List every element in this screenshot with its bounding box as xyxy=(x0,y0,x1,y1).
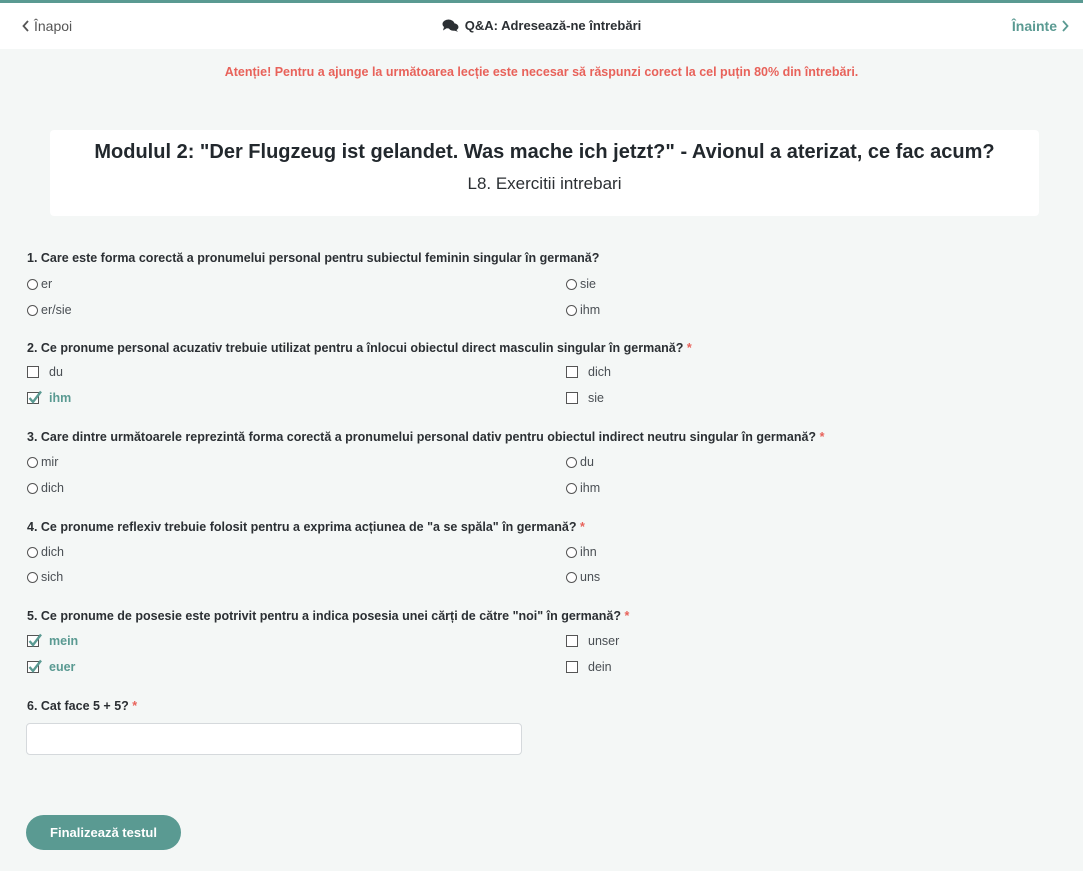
top-navbar xyxy=(0,3,1083,49)
checkbox[interactable] xyxy=(566,392,578,404)
checkbox[interactable] xyxy=(566,366,578,378)
answer-option[interactable]: er/sie xyxy=(27,303,72,317)
answer-option[interactable]: euer xyxy=(27,660,75,674)
question-text: 1. Care este forma corectă a pronumelui personal pentru subiectul feminin singular în germană? xyxy=(27,251,600,265)
qa-title: Q&A: Adresează-ne întrebări xyxy=(464,18,642,33)
qa-link[interactable] xyxy=(0,18,1083,33)
required-marker: * xyxy=(624,609,630,623)
question-text: 4. Ce pronume reflexiv trebuie folosit pentru a exprima acțiunea de "a se spăla" în germană? * xyxy=(27,520,585,534)
answer-option[interactable]: uns xyxy=(566,570,600,584)
radio-button[interactable] xyxy=(27,572,38,583)
required-marker: * xyxy=(686,341,692,355)
question-6 xyxy=(27,699,1067,719)
radio-button[interactable] xyxy=(27,483,38,494)
chat-bubbles-icon xyxy=(442,19,459,32)
answer-option[interactable]: er xyxy=(27,277,52,291)
answer-option[interactable]: sich xyxy=(27,570,63,584)
answer-option[interactable]: mein xyxy=(27,634,78,648)
answer-option[interactable]: unser xyxy=(566,634,619,648)
answer-option[interactable]: ihn xyxy=(566,545,597,559)
question-4 xyxy=(27,520,1067,590)
required-marker: * xyxy=(819,430,825,444)
answer-option[interactable]: dein xyxy=(566,660,612,674)
answer-option[interactable]: dich xyxy=(27,545,64,559)
radio-button[interactable] xyxy=(566,457,577,468)
checkbox[interactable] xyxy=(27,366,39,378)
warning-message: Atenție! Pentru a ajunge la următoarea lecție este necesar să răspunzi corect la cel puțin 80% din întrebări. xyxy=(224,65,859,79)
answer-option[interactable]: dich xyxy=(27,481,64,495)
question-text: 2. Ce pronume personal acuzativ trebuie utilizat pentru a înlocui obiectul direct masculin singular în germană? * xyxy=(27,341,692,355)
radio-button[interactable] xyxy=(27,457,38,468)
checkmark-icon xyxy=(27,632,43,648)
required-marker: * xyxy=(580,520,585,534)
answer-option[interactable]: sie xyxy=(566,391,604,405)
radio-button[interactable] xyxy=(566,305,577,316)
checkbox[interactable] xyxy=(566,661,578,673)
radio-button[interactable] xyxy=(27,305,38,316)
radio-button[interactable] xyxy=(27,547,38,558)
question-5 xyxy=(27,609,1067,679)
radio-button[interactable] xyxy=(566,279,577,290)
required-marker: * xyxy=(132,699,138,713)
next-label: Înainte xyxy=(1011,18,1057,34)
module-header-card xyxy=(50,130,1039,216)
checkbox[interactable] xyxy=(566,635,578,647)
radio-button[interactable] xyxy=(566,483,577,494)
answer-text-field[interactable] xyxy=(26,723,522,755)
finish-test-button[interactable]: Finalizează testul xyxy=(26,815,181,850)
radio-button[interactable] xyxy=(27,279,38,290)
question-text: 3. Care dintre următoarele reprezintă forma corectă a pronumelui personal dativ pentru obiectul indirect neutru singular în germană? * xyxy=(27,430,825,444)
question-text: 6. Cat face 5 + 5? * xyxy=(27,699,138,713)
next-link[interactable] xyxy=(1012,18,1069,34)
back-label: Înapoi xyxy=(34,18,73,34)
checkmark-icon xyxy=(27,389,43,405)
answer-option[interactable]: du xyxy=(27,365,63,379)
answer-option[interactable]: mir xyxy=(27,455,58,469)
radio-button[interactable] xyxy=(566,547,577,558)
question-3 xyxy=(27,430,1067,500)
lesson-subtitle: L8. Exercitii intrebari xyxy=(467,174,622,193)
answer-option[interactable]: ihm xyxy=(566,481,600,495)
checkbox-checked[interactable] xyxy=(27,661,39,673)
answer-option[interactable]: ihm xyxy=(566,303,600,317)
question-2 xyxy=(27,341,1067,411)
checkbox-checked[interactable] xyxy=(27,635,39,647)
module-title: Modulul 2: "Der Flugzeug ist gelandet. Was mache ich jetzt?" - Avionul a aterizat, ce fac acum? xyxy=(94,141,995,163)
answer-option[interactable]: dich xyxy=(566,365,611,379)
checkbox-checked[interactable] xyxy=(27,392,39,404)
answer-option[interactable]: sie xyxy=(566,277,596,291)
answer-option[interactable]: du xyxy=(566,455,594,469)
answer-option[interactable]: ihm xyxy=(27,391,71,405)
checkmark-icon xyxy=(27,658,43,674)
question-text: 5. Ce pronume de posesie este potrivit pentru a indica posesia unei cărți de către "noi" în germană? * xyxy=(27,609,630,623)
radio-button[interactable] xyxy=(566,572,577,583)
question-1 xyxy=(27,251,1067,321)
chevron-right-icon xyxy=(1061,20,1069,32)
